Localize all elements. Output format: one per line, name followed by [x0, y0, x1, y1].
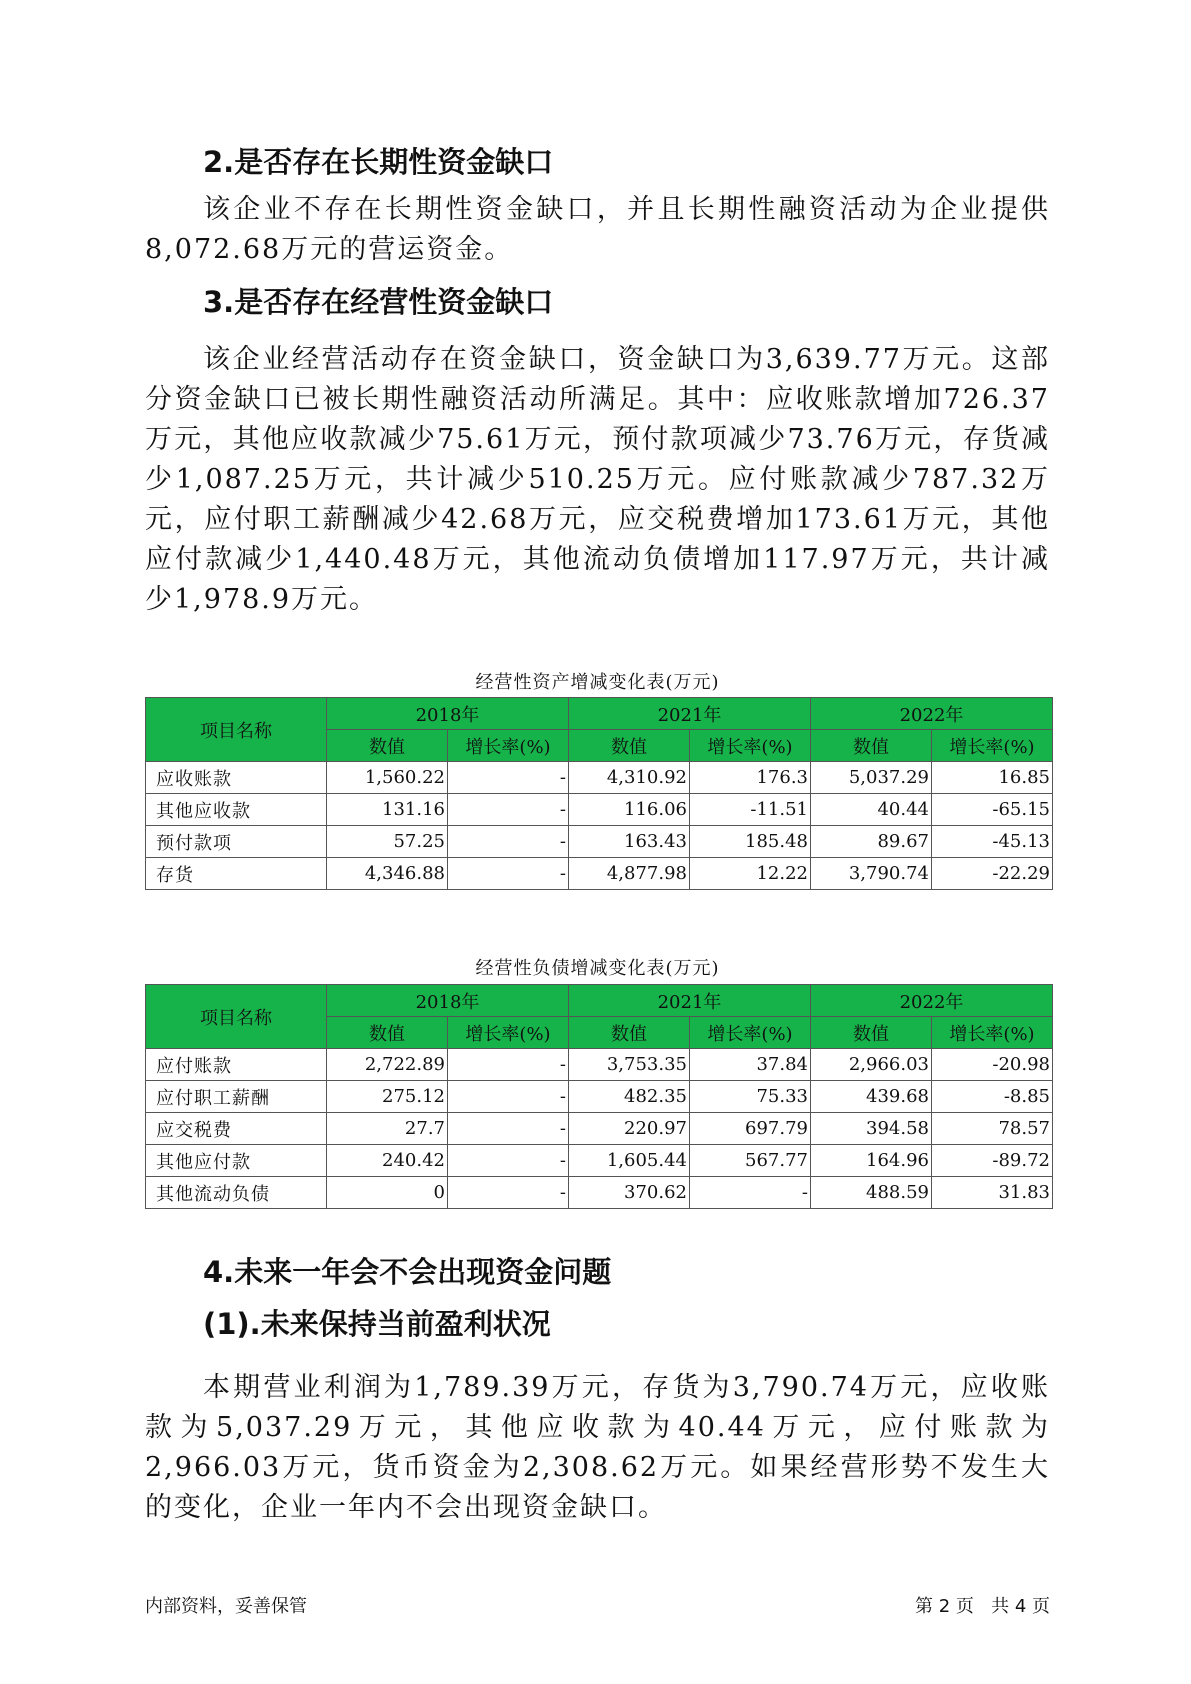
table-row: [146, 762, 1053, 794]
value-cell: 40.44: [811, 794, 932, 826]
header-value: 数值: [569, 730, 690, 762]
assets-table: [145, 697, 1053, 890]
growth-cell: 12.22: [690, 858, 811, 890]
table-row: [146, 1177, 1053, 1209]
value-cell: 3,753.35: [569, 1049, 690, 1081]
table-row: [146, 1081, 1053, 1113]
header-year: 2018年: [327, 985, 569, 1017]
growth-cell: -22.29: [932, 858, 1053, 890]
header-growth: 增长率(%): [448, 1017, 569, 1049]
header-item-name: 项目名称: [146, 698, 327, 762]
section-4-subheading: (1).未来保持当前盈利状况: [203, 1307, 551, 1341]
growth-cell: 567.77: [690, 1145, 811, 1177]
header-year: 2022年: [811, 985, 1053, 1017]
section-4-paragraph: [145, 1368, 1050, 1528]
value-cell: 1,605.44: [569, 1145, 690, 1177]
growth-cell: -: [448, 1049, 569, 1081]
row-label: 存货: [146, 858, 327, 890]
header-value: 数值: [569, 1017, 690, 1049]
growth-cell: -65.15: [932, 794, 1053, 826]
value-cell: 240.42: [327, 1145, 448, 1177]
assets-header-row-years: [146, 698, 1053, 730]
table-row: [146, 1145, 1053, 1177]
growth-cell: 31.83: [932, 1177, 1053, 1209]
value-cell: 164.96: [811, 1145, 932, 1177]
header-value: 数值: [811, 1017, 932, 1049]
growth-cell: -: [448, 1145, 569, 1177]
growth-cell: -: [448, 1081, 569, 1113]
growth-cell: -: [448, 794, 569, 826]
growth-cell: 37.84: [690, 1049, 811, 1081]
header-growth: 增长率(%): [690, 730, 811, 762]
growth-cell: -20.98: [932, 1049, 1053, 1081]
table-row: [146, 1049, 1053, 1081]
value-cell: 57.25: [327, 826, 448, 858]
value-cell: 220.97: [569, 1113, 690, 1145]
liabilities-table-caption: 经营性负债增减变化表(万元): [475, 958, 720, 979]
liabilities-table: [145, 984, 1053, 1209]
growth-cell: -8.85: [932, 1081, 1053, 1113]
growth-cell: -11.51: [690, 794, 811, 826]
growth-cell: -: [448, 858, 569, 890]
header-value: 数值: [327, 1017, 448, 1049]
growth-cell: 697.79: [690, 1113, 811, 1145]
header-year: 2021年: [569, 698, 811, 730]
growth-cell: 176.3: [690, 762, 811, 794]
assets-table-caption: 经营性资产增减变化表(万元): [475, 672, 720, 693]
header-value: 数值: [811, 730, 932, 762]
section-2-heading: 2.是否存在长期性资金缺口: [203, 145, 554, 179]
value-cell: 482.35: [569, 1081, 690, 1113]
table-row: [146, 826, 1053, 858]
header-year: 2022年: [811, 698, 1053, 730]
section-4-text: 本期营业利润为1,789.39万元，存货为3,790.74万元，应收账款为5,037.29万元，其他应收款为40.44万元，应付账款为2,966.03万元，货币资金为2,308.62万元。如果经营形势不发生大的变化，企业一年内不会出现资金缺口。: [145, 1372, 1050, 1523]
growth-cell: -: [448, 826, 569, 858]
liabilities-table-body: [146, 1049, 1053, 1209]
value-cell: 3,790.74: [811, 858, 932, 890]
header-growth: 增长率(%): [448, 730, 569, 762]
value-cell: 4,346.88: [327, 858, 448, 890]
section-4-heading: 4.未来一年会不会出现资金问题: [203, 1255, 612, 1289]
value-cell: 27.7: [327, 1113, 448, 1145]
row-label: 其他应付款: [146, 1145, 327, 1177]
value-cell: 4,877.98: [569, 858, 690, 890]
header-item-name: 项目名称: [146, 985, 327, 1049]
liabilities-header-row-years: [146, 985, 1053, 1017]
section-3-heading: 3.是否存在经营性资金缺口: [203, 285, 554, 319]
row-label: 应交税费: [146, 1113, 327, 1145]
assets-table-body: [146, 762, 1053, 890]
growth-cell: -: [448, 1113, 569, 1145]
section-2-paragraph: [145, 190, 1050, 270]
header-growth: 增长率(%): [690, 1017, 811, 1049]
growth-cell: 185.48: [690, 826, 811, 858]
section-2-text: 该企业不存在长期性资金缺口，并且长期性融资活动为企业提供8,072.68万元的营运资金。: [145, 194, 1050, 265]
value-cell: 275.12: [327, 1081, 448, 1113]
value-cell: 370.62: [569, 1177, 690, 1209]
value-cell: 2,966.03: [811, 1049, 932, 1081]
footer-page-number: 第 2 页 共 4 页: [915, 1596, 1050, 1617]
value-cell: 488.59: [811, 1177, 932, 1209]
value-cell: 131.16: [327, 794, 448, 826]
growth-cell: -: [448, 1177, 569, 1209]
value-cell: 116.06: [569, 794, 690, 826]
row-label: 预付款项: [146, 826, 327, 858]
growth-cell: 78.57: [932, 1113, 1053, 1145]
section-3-text: 该企业经营活动存在资金缺口，资金缺口为3,639.77万元。这部分资金缺口已被长期性融资活动所满足。其中：应收账款增加726.37万元，其他应收款减少75.61万元，预付款项减少73.76万元，存货减少1,087.25万元，共计减少510.25万元。应付账款减少787.32万元，应付职工薪酬减少42.68万元，应交税费增加173.61万元，其他应付款减少1,440.48万元，其他流动负债增加117.97万元，共计减少1,978.9万元。: [145, 344, 1050, 615]
header-year: 2021年: [569, 985, 811, 1017]
growth-cell: -: [448, 762, 569, 794]
growth-cell: 75.33: [690, 1081, 811, 1113]
value-cell: 439.68: [811, 1081, 932, 1113]
section-3-paragraph: [145, 340, 1050, 620]
row-label: 应付职工薪酬: [146, 1081, 327, 1113]
header-value: 数值: [327, 730, 448, 762]
value-cell: 163.43: [569, 826, 690, 858]
growth-cell: -: [690, 1177, 811, 1209]
header-year: 2018年: [327, 698, 569, 730]
growth-cell: -89.72: [932, 1145, 1053, 1177]
growth-cell: -45.13: [932, 826, 1053, 858]
table-row: [146, 794, 1053, 826]
value-cell: 1,560.22: [327, 762, 448, 794]
value-cell: 394.58: [811, 1113, 932, 1145]
header-growth: 增长率(%): [932, 730, 1053, 762]
row-label: 应收账款: [146, 762, 327, 794]
row-label: 其他流动负债: [146, 1177, 327, 1209]
growth-cell: 16.85: [932, 762, 1053, 794]
value-cell: 4,310.92: [569, 762, 690, 794]
row-label: 其他应收款: [146, 794, 327, 826]
table-row: [146, 1113, 1053, 1145]
row-label: 应付账款: [146, 1049, 327, 1081]
value-cell: 0: [327, 1177, 448, 1209]
value-cell: 89.67: [811, 826, 932, 858]
footer-confidential: 内部资料，妥善保管: [145, 1596, 307, 1617]
table-row: [146, 858, 1053, 890]
value-cell: 5,037.29: [811, 762, 932, 794]
header-growth: 增长率(%): [932, 1017, 1053, 1049]
value-cell: 2,722.89: [327, 1049, 448, 1081]
